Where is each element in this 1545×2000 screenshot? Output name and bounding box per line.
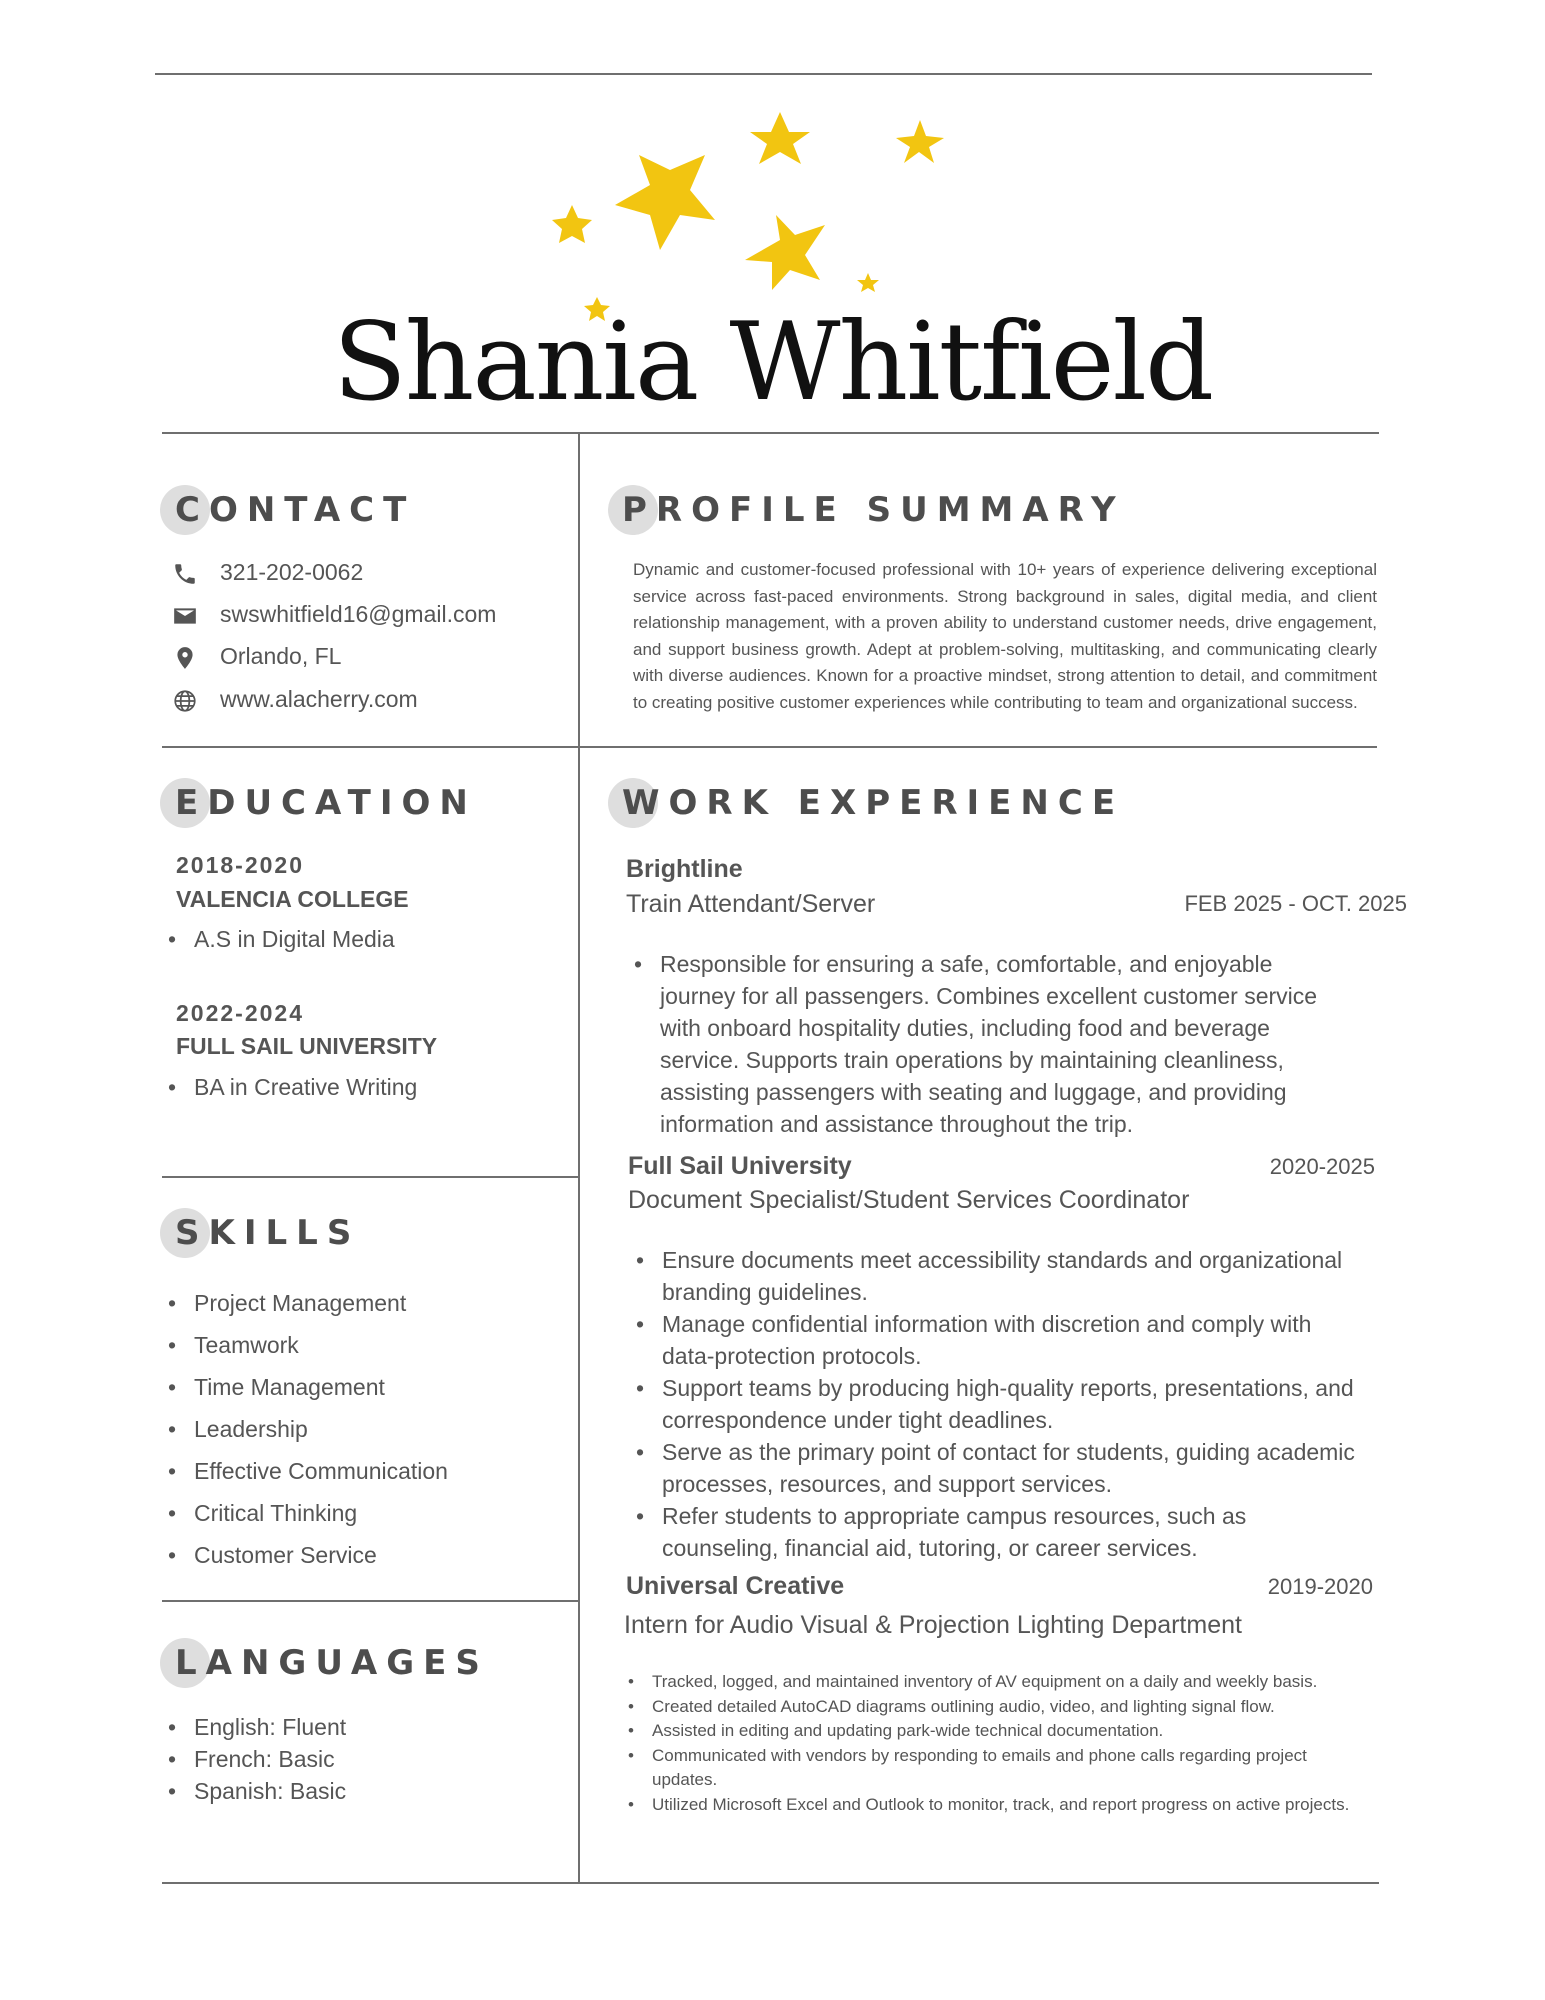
job-role: Document Specialist/Student Services Coordinator xyxy=(628,1186,1190,1214)
languages-list xyxy=(166,1711,346,1807)
stars-decoration xyxy=(540,110,960,330)
list-item: • Project Management xyxy=(166,1282,448,1324)
contact-website-text[interactable]: www.alacherry.com xyxy=(220,686,418,712)
education-years: 2022-2024 xyxy=(176,1000,304,1026)
skills-rule xyxy=(162,1600,578,1602)
star-icon xyxy=(552,205,592,243)
list-item: • Ensure documents meet accessibility standards and organizational branding guidelines. xyxy=(634,1244,1364,1308)
list-item: • Refer students to appropriate campus resources, such as counseling, financial aid, tutoring, or career services. xyxy=(634,1500,1364,1564)
list-item: • Assisted in editing and updating park-wide technical documentation. xyxy=(626,1719,1356,1744)
list-item: • Customer Service xyxy=(166,1534,448,1576)
job-bullets xyxy=(632,948,1352,1140)
languages-title: LANGUAGES xyxy=(175,1643,489,1683)
education-years: 2018-2020 xyxy=(176,852,304,878)
contact-rule xyxy=(162,746,1377,748)
list-item: • BA in Creative Writing xyxy=(166,1074,417,1101)
profile-title: PROFILE SUMMARY xyxy=(622,490,1125,530)
list-item: • Communicated with vendors by responding to emails and phone calls regarding project updates. xyxy=(626,1744,1356,1793)
column-divider xyxy=(578,432,580,1883)
candidate-name: Shania Whitfield xyxy=(332,300,1213,425)
list-item: • Manage confidential information with discretion and comply with data-protection protocols. xyxy=(634,1308,1364,1372)
star-icon xyxy=(615,155,715,250)
job-company: Full Sail University xyxy=(628,1152,852,1180)
education-school: FULL SAIL UNIVERSITY xyxy=(176,1033,438,1059)
list-item: • A.S in Digital Media xyxy=(166,926,395,953)
job-company: Universal Creative xyxy=(626,1572,845,1600)
skills-title: SKILLS xyxy=(175,1213,361,1253)
contact-title: CONTACT xyxy=(175,490,416,530)
skills-list xyxy=(166,1282,448,1576)
job-bullets xyxy=(634,1244,1364,1564)
education-school: VALENCIA COLLEGE xyxy=(176,886,409,912)
list-item: • Effective Communication xyxy=(166,1450,448,1492)
globe-icon xyxy=(172,688,198,714)
list-item: • Spanish: Basic xyxy=(166,1775,346,1807)
location-pin-icon xyxy=(172,645,198,671)
list-item: • Responsible for ensuring a safe, comfortable, and enjoyable journey for all passengers. Combines excellent customer service with onboard hospitality duties, including food and beverage service. Supports train operations by maintaining cleanliness, assisting passengers with seating and luggage, and providing information and assistance throughout the trip. xyxy=(632,948,1352,1140)
list-item: • Teamwork xyxy=(166,1324,448,1366)
education-rule xyxy=(162,1176,578,1178)
list-item: • English: Fluent xyxy=(166,1711,346,1743)
phone-icon xyxy=(172,561,198,587)
work-title: WORK EXPERIENCE xyxy=(622,783,1125,823)
contact-email-text[interactable]: swswhitfield16@gmail.com xyxy=(220,601,497,627)
list-item: • Created detailed AutoCAD diagrams outlining audio, video, and lighting signal flow. xyxy=(626,1695,1356,1720)
education-degree-list xyxy=(166,1074,417,1101)
job-dates: 2019-2020 xyxy=(1267,1574,1373,1599)
list-item: • Time Management xyxy=(166,1366,448,1408)
job-company: Brightline xyxy=(626,855,743,883)
contact-phone-text[interactable]: 321-202-0062 xyxy=(220,559,364,585)
education-degree-list xyxy=(166,926,395,953)
envelope-icon xyxy=(172,603,198,629)
star-icon xyxy=(745,215,825,290)
header-rule xyxy=(162,432,1379,434)
star-icon xyxy=(750,112,810,164)
list-item: • Tracked, logged, and maintained inventory of AV equipment on a daily and weekly basis. xyxy=(626,1670,1356,1695)
job-role: Train Attendant/Server xyxy=(626,890,876,918)
profile-summary-text: Dynamic and customer-focused professional with 10+ years of experience delivering exceptional service across fast-paced environments. Strong background in sales, digital media, and client relationship management, with a proven ability to understand customer needs, drive engagement, and support business growth. Adept at problem-solving, multitasking, and communicating clearly with diverse audiences. Known for a proactive mindset, strong attention to detail, and commitment to creating positive customer experiences while contributing to team and organizational success. xyxy=(633,560,1377,712)
list-item: • Utilized Microsoft Excel and Outlook to monitor, track, and report progress on active projects. xyxy=(626,1793,1356,1818)
top-rule xyxy=(155,73,1372,75)
contact-location-text: Orlando, FL xyxy=(220,643,342,669)
job-dates: 2020-2025 xyxy=(1269,1154,1375,1179)
star-icon xyxy=(857,273,879,292)
list-item: • Support teams by producing high-quality reports, presentations, and correspondence under tight deadlines. xyxy=(634,1372,1364,1436)
job-role: Intern for Audio Visual & Projection Lighting Department xyxy=(624,1611,1242,1639)
job-bullets xyxy=(626,1670,1356,1817)
bottom-rule xyxy=(162,1882,1379,1884)
star-icon xyxy=(896,120,944,163)
list-item: • Serve as the primary point of contact for students, guiding academic processes, resources, and support services. xyxy=(634,1436,1364,1500)
education-title: EDUCATION xyxy=(175,783,477,823)
list-item: • Critical Thinking xyxy=(166,1492,448,1534)
list-item: • Leadership xyxy=(166,1408,448,1450)
list-item: • French: Basic xyxy=(166,1743,346,1775)
job-dates: FEB 2025 - OCT. 2025 xyxy=(1184,891,1407,916)
